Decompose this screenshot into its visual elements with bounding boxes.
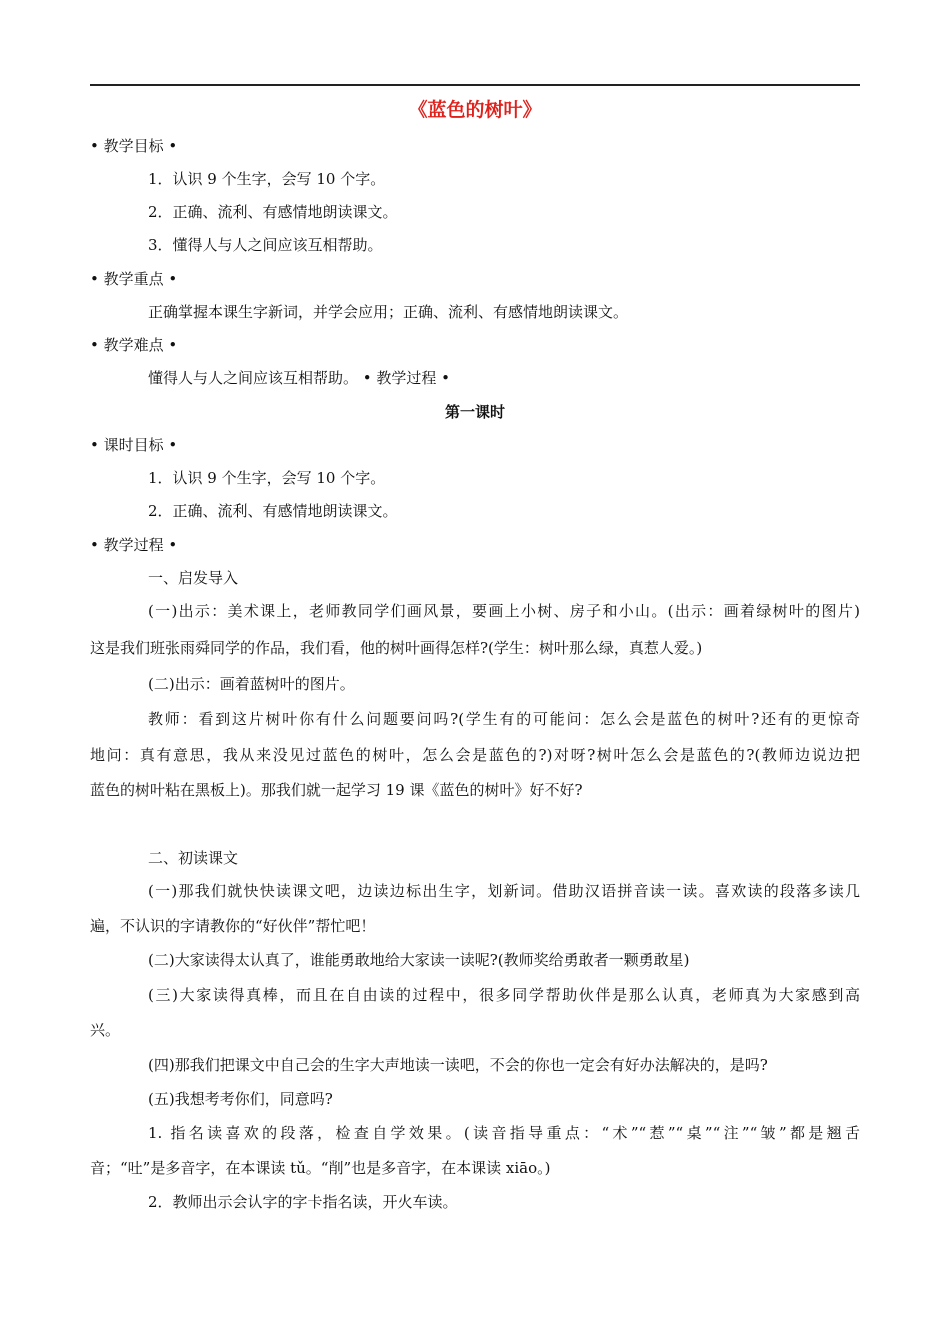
section-heading: • 教学难点 • <box>90 336 178 354</box>
paragraph-line: 音；“吐”是多音字，在本课读 tǔ。“削”也是多音字，在本课读 xiāo。) <box>90 1159 551 1177</box>
paragraph-line: 兴。 <box>90 1021 121 1039</box>
paragraph-line: 地问：真有意思，我从来没见过蓝色的树叶，怎么会是蓝色的?)对呀?树叶怎么会是蓝色的?(教师边说边把 <box>90 746 860 764</box>
section-heading: • 教学目标 • <box>90 137 178 155</box>
paragraph-line: 教师：看到这片树叶你有什么问题要问吗?(学生有的可能问：怎么会是蓝色的树叶?还有的更惊奇 <box>148 710 860 728</box>
lesson-title: 第一课时 <box>444 403 505 421</box>
list-item: 2．正确、流利、有感情地朗读课文。 <box>148 502 398 520</box>
paragraph-line: 这是我们班张雨舜同学的作品，我们看，他的树叶画得怎样?(学生：树叶那么绿，真惹人爱。) <box>90 639 703 657</box>
section-heading: • 教学重点 • <box>90 270 178 288</box>
paragraph-line: 2．教师出示会认字的字卡指名读，开火车读。 <box>148 1193 458 1211</box>
paragraph-line: (五)我想考考你们，同意吗? <box>148 1090 333 1108</box>
paragraph-line: 1. 指名读喜欢的段落，检查自学效果。(读音指导重点：“术”“惹”“桌”“注”“皱”都是翘舌 <box>148 1124 860 1142</box>
paragraph-line: 蓝色的树叶粘在黑板上)。那我们就一起学习 19 课《蓝色的树叶》好不好? <box>90 781 583 799</box>
paragraph-line: (一)那我们就快快读课文吧，边读边标出生字，划新词。借助汉语拼音读一读。喜欢读的段落多读几 <box>148 882 860 900</box>
paragraph: 懂得人与人之间应该互相帮助。 • 教学过程 • <box>148 369 451 387</box>
document-title: 《蓝色的树叶》 <box>408 99 542 121</box>
subsection-heading: 二、初读课文 <box>148 849 239 867</box>
paragraph-line: (二)大家读得太认真了，谁能勇敢地给大家读一读呢?(教师奖给勇敢者一颗勇敢星) <box>148 951 690 969</box>
subsection-heading: 一、启发导入 <box>148 569 239 587</box>
paragraph-line: (四)那我们把课文中自己会的生字大声地读一读吧，不会的你也一定会有好办法解决的，是吗? <box>148 1056 768 1074</box>
paragraph: 正确掌握本课生字新词，并学会应用；正确、流利、有感情地朗读课文。 <box>148 303 629 321</box>
paragraph-line: (三)大家读得真棒，而且在自由读的过程中，很多同学帮助伙伴是那么认真，老师真为大家感到高 <box>148 986 860 1004</box>
top-rule <box>90 84 860 86</box>
paragraph-line: (一)出示：美术课上，老师教同学们画风景，要画上小树、房子和小山。(出示：画着绿树叶的图片) <box>148 602 860 620</box>
list-item: 2．正确、流利、有感情地朗读课文。 <box>148 203 398 221</box>
paragraph-line: (二)出示：画着蓝树叶的图片。 <box>148 675 355 693</box>
section-heading: • 课时目标 • <box>90 436 178 454</box>
list-item: 3．懂得人与人之间应该互相帮助。 <box>148 236 383 254</box>
list-item: 1．认识 9 个生字，会写 10 个字。 <box>148 469 386 487</box>
paragraph-line: 遍，不认识的字请教你的“好伙伴”帮忙吧！ <box>90 917 376 935</box>
section-heading: • 教学过程 • <box>90 536 178 554</box>
list-item: 1．认识 9 个生字，会写 10 个字。 <box>148 170 386 188</box>
